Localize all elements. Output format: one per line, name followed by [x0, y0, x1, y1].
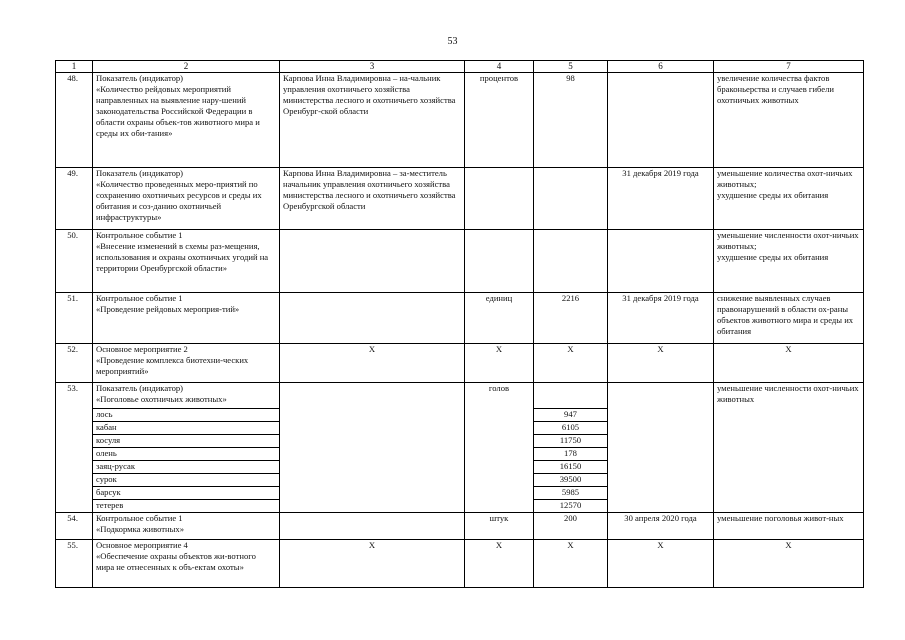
row-responsible: Х [280, 344, 465, 383]
row-number: 50. [56, 230, 93, 293]
row-effect: Х [714, 540, 864, 588]
row-description: Показатель (индикатор) «Количество рейдовых мероприятий направленных на выявление нару-шений законодательства Российской Федерации в области охраны объек-тов животного мира и среды их оби-тания» [93, 73, 280, 168]
row-number: 51. [56, 293, 93, 344]
row-value: 2216 [534, 293, 608, 344]
table-row [56, 230, 864, 293]
header-cell: 1 [56, 61, 93, 73]
table-row [56, 73, 864, 168]
table-row [56, 513, 864, 540]
header-cell: 3 [280, 61, 465, 73]
row-unit: Х [465, 344, 534, 383]
row-unit: процентов [465, 73, 534, 168]
animal-name: заяц-русак [93, 461, 280, 474]
row-value [534, 230, 608, 293]
animal-name: олень [93, 448, 280, 461]
row-unit: Х [465, 540, 534, 588]
row-date: 31 декабря 2019 года [608, 168, 714, 230]
row-effect: снижение выявленных случаев правонарушений в области ох-раны объектов животного мира и среды их обитания [714, 293, 864, 344]
row-responsible [280, 230, 465, 293]
row-date: Х [608, 344, 714, 383]
header-cell: 2 [93, 61, 280, 73]
row-value: 200 [534, 513, 608, 540]
row-value: Х [534, 540, 608, 588]
header-cell: 5 [534, 61, 608, 73]
row-responsible [280, 293, 465, 344]
row-number: 54. [56, 513, 93, 540]
row-date [608, 383, 714, 513]
animal-value: 947 [534, 409, 608, 422]
animal-value: 39500 [534, 474, 608, 487]
row-unit [465, 230, 534, 293]
row-description: Основное мероприятие 2 «Проведение комплекса биотехни-ческих мероприятий» [93, 344, 280, 383]
header-cell: 6 [608, 61, 714, 73]
row-effect: уменьшение численности охот-ничьих животных [714, 383, 864, 513]
indicators-table [55, 60, 864, 588]
row-date: 30 апреля 2020 года [608, 513, 714, 540]
row-number: 49. [56, 168, 93, 230]
row-effect: уменьшение поголовья живот-ных [714, 513, 864, 540]
row-number: 48. [56, 73, 93, 168]
header-cell: 4 [465, 61, 534, 73]
table-row [56, 344, 864, 383]
header-cell: 7 [714, 61, 864, 73]
row-date [608, 230, 714, 293]
row-unit: голов [465, 383, 534, 513]
row-unit: штук [465, 513, 534, 540]
row-effect: уменьшение количества охот-ничьих животных; ухудшение среды их обитания [714, 168, 864, 230]
row-responsible: Карпова Инна Владимировна – за-меститель начальник управления охотничьего хозяйства министерства лесного и охотничьего хозяйства Оренбургской области [280, 168, 465, 230]
row-value [534, 383, 608, 409]
animal-value: 178 [534, 448, 608, 461]
row-value: 98 [534, 73, 608, 168]
row-description: Контрольное событие 1 «Внесение изменений в схемы раз-мещения, использования и охраны охотничьих угодий на территории Оренбургской области» [93, 230, 280, 293]
row-unit: единиц [465, 293, 534, 344]
animal-name: сурок [93, 474, 280, 487]
table-row [56, 293, 864, 344]
row-number: 52. [56, 344, 93, 383]
row-date [608, 73, 714, 168]
animal-name: кабан [93, 422, 280, 435]
table-row [56, 168, 864, 230]
row-description: Контрольное событие 1 «Проведение рейдовых мероприя-тий» [93, 293, 280, 344]
row-description: Показатель (индикатор) «Количество проведенных меро-приятий по сохранению охотничьих ресурсов и среды их обитания и соз-данию охотничьей инфраструктуры» [93, 168, 280, 230]
row-description: Основное мероприятие 4 «Обеспечение охраны объектов жи-вотного мира не отнесенных к объ-ектам охоты» [93, 540, 280, 588]
row-responsible: Х [280, 540, 465, 588]
animal-value: 6105 [534, 422, 608, 435]
row-responsible: Карпова Инна Владимировна – на-чальник управления охотничьего хозяйства министерства лесного и охотничьего хозяйства Оренбург-ской области [280, 73, 465, 168]
row-unit [465, 168, 534, 230]
row-effect: увеличение количества фактов браконьерства и случаев гибели охотничьих животных [714, 73, 864, 168]
page-number: 53 [447, 36, 458, 47]
table-row [56, 540, 864, 588]
row-date: Х [608, 540, 714, 588]
row-number: 53. [56, 383, 93, 513]
animal-value: 16150 [534, 461, 608, 474]
row-value [534, 168, 608, 230]
table-row [56, 383, 864, 409]
animal-value: 5985 [534, 487, 608, 500]
row-effect: Х [714, 344, 864, 383]
row-description: Контрольное событие 1 «Подкормка животных» [93, 513, 280, 540]
animal-name: лось [93, 409, 280, 422]
row-responsible [280, 383, 465, 513]
animal-value: 11750 [534, 435, 608, 448]
row-value: Х [534, 344, 608, 383]
row-date: 31 декабря 2019 года [608, 293, 714, 344]
animal-value: 12570 [534, 500, 608, 513]
animal-name: барсук [93, 487, 280, 500]
row-effect: уменьшение численности охот-ничьих животных; ухудшение среды их обитания [714, 230, 864, 293]
row-responsible [280, 513, 465, 540]
column-number-header [56, 61, 864, 73]
row-number: 55. [56, 540, 93, 588]
row-description: Показатель (индикатор) «Поголовье охотничьих животных» [93, 383, 280, 409]
animal-name: тетерев [93, 500, 280, 513]
animal-name: косуля [93, 435, 280, 448]
